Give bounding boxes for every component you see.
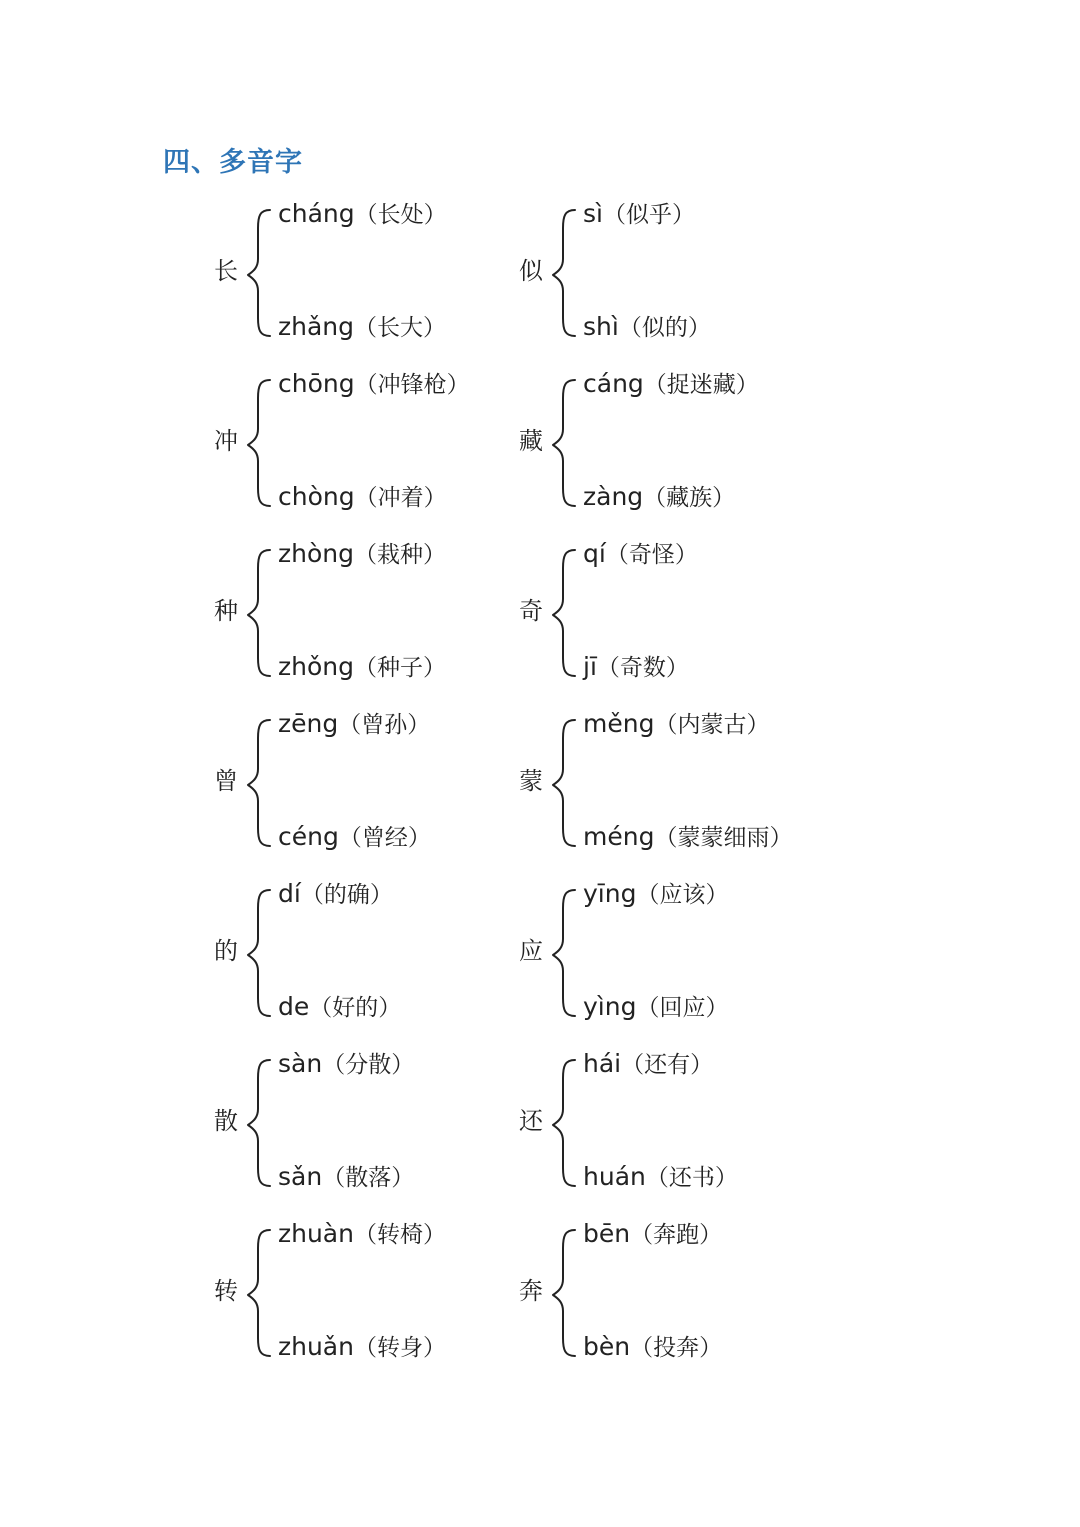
paren-open: （ [338, 825, 362, 851]
paren-close: ） [705, 995, 729, 1021]
reading-top [583, 198, 695, 231]
paren-open: （ [322, 1165, 346, 1191]
head-character: 种 [214, 597, 238, 625]
pinyin: chōng [278, 369, 355, 398]
pinyin: méng [583, 822, 655, 851]
curly-brace [246, 546, 272, 686]
paren-close: ） [378, 995, 402, 1021]
paren-open: （ [353, 655, 377, 681]
head-character: 冲 [214, 427, 238, 455]
reading-top [278, 368, 470, 401]
paren-open: （ [300, 882, 324, 908]
reading-bottom [278, 651, 446, 684]
pinyin: yīng [583, 879, 637, 908]
example-word: 散落 [345, 1165, 392, 1191]
curly-brace [246, 376, 272, 516]
reading-bottom [278, 821, 431, 854]
paren-close: ） [423, 485, 447, 511]
curly-brace [551, 1056, 577, 1196]
example-word: 似乎 [625, 202, 672, 228]
curly-brace [551, 716, 577, 856]
pinyin: zhuǎn [278, 1332, 354, 1361]
reading-top [583, 1048, 713, 1081]
reading-top [278, 198, 447, 231]
reading-bottom [583, 651, 689, 684]
paren-open: （ [636, 882, 660, 908]
reading-bottom [278, 311, 446, 344]
head-character: 奔 [519, 1277, 543, 1305]
example-word: 藏族 [666, 485, 713, 511]
head-character: 的 [214, 937, 238, 965]
curly-brace [246, 886, 272, 1026]
paren-close: ） [699, 1335, 723, 1361]
pinyin: sàn [278, 1049, 323, 1078]
example-word: 曾经 [361, 825, 408, 851]
curly-brace [246, 1226, 272, 1366]
paren-open: （ [354, 202, 378, 228]
paren-open: （ [621, 1052, 645, 1078]
paren-close: ） [407, 825, 431, 851]
reading-top [583, 878, 728, 911]
reading-bottom [583, 1161, 738, 1194]
example-word: 长大 [377, 315, 424, 341]
pinyin: cháng [278, 199, 355, 228]
head-character: 似 [519, 257, 543, 285]
pinyin: sì [583, 199, 603, 228]
head-character: 奇 [519, 597, 543, 625]
reading-top [583, 708, 769, 741]
paren-close: ） [674, 542, 698, 568]
polyphone-entry [519, 1048, 999, 1198]
paren-open: （ [636, 995, 660, 1021]
reading-bottom [278, 1161, 414, 1194]
curly-brace [551, 376, 577, 516]
paren-close: ） [665, 655, 689, 681]
head-character: 蒙 [519, 767, 543, 795]
pinyin: chòng [278, 482, 355, 511]
polyphone-entry [519, 198, 999, 348]
pinyin: měng [583, 709, 655, 738]
paren-open: （ [618, 315, 642, 341]
example-word: 奔跑 [653, 1222, 700, 1248]
polyphone-entry [519, 1218, 999, 1368]
pinyin: shì [583, 312, 619, 341]
head-character: 藏 [519, 427, 543, 455]
paren-open: （ [353, 1335, 377, 1361]
paren-close: ） [687, 315, 711, 341]
paren-close: ） [690, 1052, 714, 1078]
example-word: 冲着 [377, 485, 424, 511]
example-word: 奇数 [619, 655, 666, 681]
reading-bottom [583, 481, 735, 514]
pinyin: huán [583, 1162, 646, 1191]
reading-top [583, 368, 759, 401]
pinyin: de [278, 992, 310, 1021]
paren-close: ） [369, 882, 393, 908]
polyphone-entry [519, 368, 999, 518]
pinyin: qí [583, 539, 606, 568]
paren-open: （ [596, 655, 620, 681]
paren-open: （ [654, 712, 678, 738]
head-character: 长 [214, 257, 238, 285]
curly-brace [551, 546, 577, 686]
head-character: 散 [214, 1107, 238, 1135]
curly-brace [551, 206, 577, 346]
paren-open: （ [602, 202, 626, 228]
example-word: 长处 [377, 202, 424, 228]
reading-bottom [583, 311, 711, 344]
paren-open: （ [353, 542, 377, 568]
example-word: 蒙蒙细雨 [677, 825, 770, 851]
example-word: 分散 [345, 1052, 392, 1078]
paren-open: （ [338, 712, 362, 738]
section-title: 四、多音字 [163, 147, 303, 178]
paren-close: ） [699, 1222, 723, 1248]
reading-top [278, 878, 393, 911]
example-word: 捉迷藏 [666, 372, 736, 398]
polyphone-entry [519, 538, 999, 688]
curly-brace [551, 886, 577, 1026]
paren-open: （ [630, 1335, 654, 1361]
example-word: 栽种 [376, 542, 423, 568]
example-word: 还有 [644, 1052, 691, 1078]
paren-open: （ [353, 1222, 377, 1248]
paren-close: ） [422, 542, 446, 568]
reading-top [278, 538, 446, 571]
pinyin: yìng [583, 992, 637, 1021]
reading-bottom [583, 821, 792, 854]
paren-open: （ [322, 1052, 346, 1078]
paren-close: ） [671, 202, 695, 228]
pinyin: zhǒng [278, 652, 354, 681]
pinyin: zhòng [278, 539, 354, 568]
paren-open: （ [354, 485, 378, 511]
curly-brace [551, 1226, 577, 1366]
paren-open: （ [643, 372, 667, 398]
reading-bottom [583, 1331, 722, 1364]
reading-bottom [278, 1331, 446, 1364]
example-word: 投奔 [653, 1335, 700, 1361]
paren-open: （ [643, 485, 667, 511]
pinyin: bēn [583, 1219, 631, 1248]
curly-brace [246, 716, 272, 856]
example-word: 奇怪 [628, 542, 675, 568]
head-character: 应 [519, 937, 543, 965]
pinyin: zàng [583, 482, 644, 511]
paren-close: ） [423, 315, 447, 341]
reading-top [278, 1218, 446, 1251]
example-word: 似的 [641, 315, 688, 341]
pinyin: dí [278, 879, 301, 908]
paren-close: ） [422, 1222, 446, 1248]
pinyin: jī [583, 652, 597, 681]
paren-close: ） [423, 202, 447, 228]
pinyin: cáng [583, 369, 644, 398]
paren-close: ） [746, 712, 770, 738]
paren-open: （ [605, 542, 629, 568]
curly-brace [246, 206, 272, 346]
pinyin: céng [278, 822, 339, 851]
pinyin: zhuàn [278, 1219, 354, 1248]
paren-close: ） [705, 882, 729, 908]
paren-close: ） [422, 655, 446, 681]
paren-close: ） [422, 1335, 446, 1361]
head-character: 转 [214, 1277, 238, 1305]
paren-close: ） [446, 372, 470, 398]
reading-bottom [278, 481, 447, 514]
example-word: 转身 [376, 1335, 423, 1361]
paren-close: ） [391, 1165, 415, 1191]
example-word: 应该 [659, 882, 706, 908]
example-word: 转椅 [376, 1222, 423, 1248]
paren-close: ） [407, 712, 431, 738]
curly-brace [246, 1056, 272, 1196]
paren-open: （ [630, 1222, 654, 1248]
example-word: 种子 [376, 655, 423, 681]
example-word: 回应 [659, 995, 706, 1021]
pinyin: zēng [278, 709, 339, 738]
example-word: 还书 [668, 1165, 715, 1191]
reading-bottom [278, 991, 401, 1024]
paren-open: （ [354, 372, 378, 398]
example-word: 好的 [332, 995, 379, 1021]
reading-top [278, 1048, 414, 1081]
pinyin: sǎn [278, 1162, 323, 1191]
paren-close: ） [712, 485, 736, 511]
reading-top [278, 708, 430, 741]
example-word: 内蒙古 [677, 712, 747, 738]
pinyin: bèn [583, 1332, 631, 1361]
polyphone-entry [519, 878, 999, 1028]
head-character: 曾 [214, 767, 238, 795]
head-character: 还 [519, 1107, 543, 1135]
paren-close: ） [391, 1052, 415, 1078]
pinyin: hái [583, 1049, 622, 1078]
paren-open: （ [309, 995, 333, 1021]
paren-open: （ [354, 315, 378, 341]
example-word: 曾孙 [361, 712, 408, 738]
pinyin: zhǎng [278, 312, 355, 341]
reading-top [583, 538, 698, 571]
polyphone-entry [519, 708, 999, 858]
paren-close: ） [735, 372, 759, 398]
example-word: 的确 [323, 882, 370, 908]
paren-open: （ [654, 825, 678, 851]
reading-bottom [583, 991, 728, 1024]
example-word: 冲锋枪 [377, 372, 447, 398]
paren-open: （ [645, 1165, 669, 1191]
reading-top [583, 1218, 722, 1251]
paren-close: ） [714, 1165, 738, 1191]
paren-close: ） [769, 825, 793, 851]
